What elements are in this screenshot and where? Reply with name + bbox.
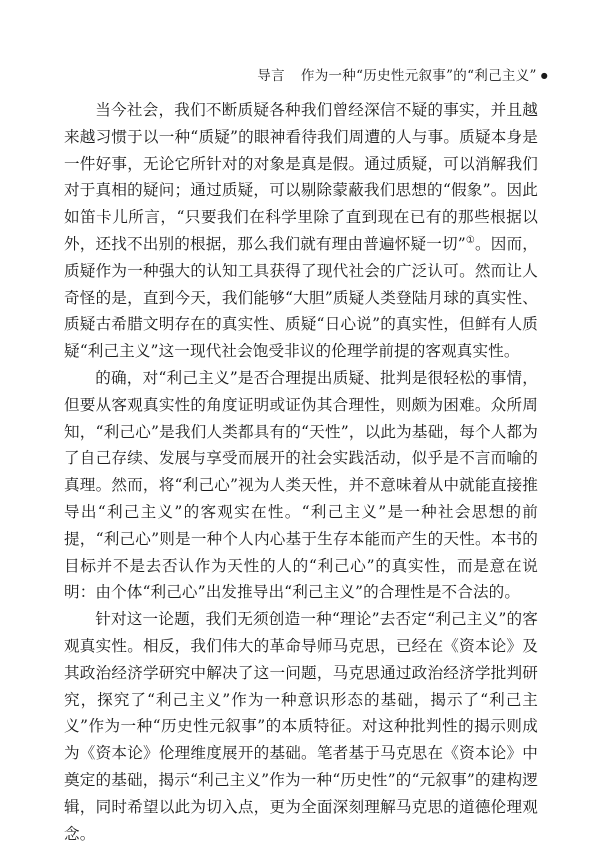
footnote-marker[interactable]: ① [465, 234, 476, 246]
bullet-icon: ● [540, 71, 548, 80]
paragraph-3: 针对这一论题，我们无须创造一种“理论”去否定“利己主义”的客观真实性。相反，我们伟大的革命导师马克思，已经在《资本论》及其政治经济学研究中解决了这一问题，马克思通过政治经济学批判研究，探究了“利己主义”作为一种意识形态的基础，揭示了“利己主义”作为一种“历史性元叙事”的本质特征。对这种批判性的揭示则成为《资本论》伦理维度展开的基础。笔者基于马克思在《资本论》中奠定的基础，揭示“利己主义”作为一种“历史性”的“元叙事”的建构逻辑，同时希望以此为切入点，更为全面深刻理解马克思的道德伦理观念。 [64, 610, 538, 843]
paragraph-1 [64, 97, 538, 365]
body-text [64, 97, 538, 847]
paragraph-1-text-cont: 。因而，质疑作为一种强大的认知工具获得了现代社会的广泛认可。然而让人奇怪的是，直到今天，我们能够“大胆”质疑人类登陆月球的真实性、质疑古希腊文明存在的真实性、质疑“日心说”的真实性，但鲜有人质疑“利己主义”这一现代社会饱受非议的伦理学前提的客观真实性。 [64, 234, 538, 361]
running-header [60, 64, 548, 84]
chapter-title: 作为一种“历史性元叙事”的“利己主义” [300, 68, 537, 84]
paragraph-1-text: 当今社会，我们不断质疑各种我们曾经深信不疑的事实，并且越来越习惯于以一种“质疑”的眼神看待我们周遭的人与事。质疑本身是一件好事，无论它所针对的对象是真是假。通过质疑，可以消解我们对于真相的疑问；通过质疑，可以剔除蒙蔽我们思想的“假象”。因此如笛卡儿所言，“只要我们在科学里除了直到现在已有的那些根据以外，还找不出别的根据，那么我们就有理由普遍怀疑一切” [64, 101, 538, 253]
paragraph-2: 的确，对“利己主义”是否合理提出质疑、批判是很轻松的事情，但要从客观真实性的角度证明或证伪其合理性，则颇为困难。众所周知，“利己心”是我们人类都具有的“天性”，以此为基础，每个人都为了自己存续、发展与享受而展开的社会实践活动，似乎是不言而喻的真理。然而，将“利己心”视为人类天性，并不意味着从中就能直接推导出“利己主义”的客观实在性。“利己主义”是一种社会思想的前提，“利己心”则是一种个人内心基于生存本能而产生的天性。本书的目标并不是去否认作为天性的人的“利己心”的真实性，而是意在说明：由个体“利己心”出发推导出“利己主义”的合理性是不合法的。 [64, 368, 538, 602]
section-label: 导言 [257, 68, 285, 84]
